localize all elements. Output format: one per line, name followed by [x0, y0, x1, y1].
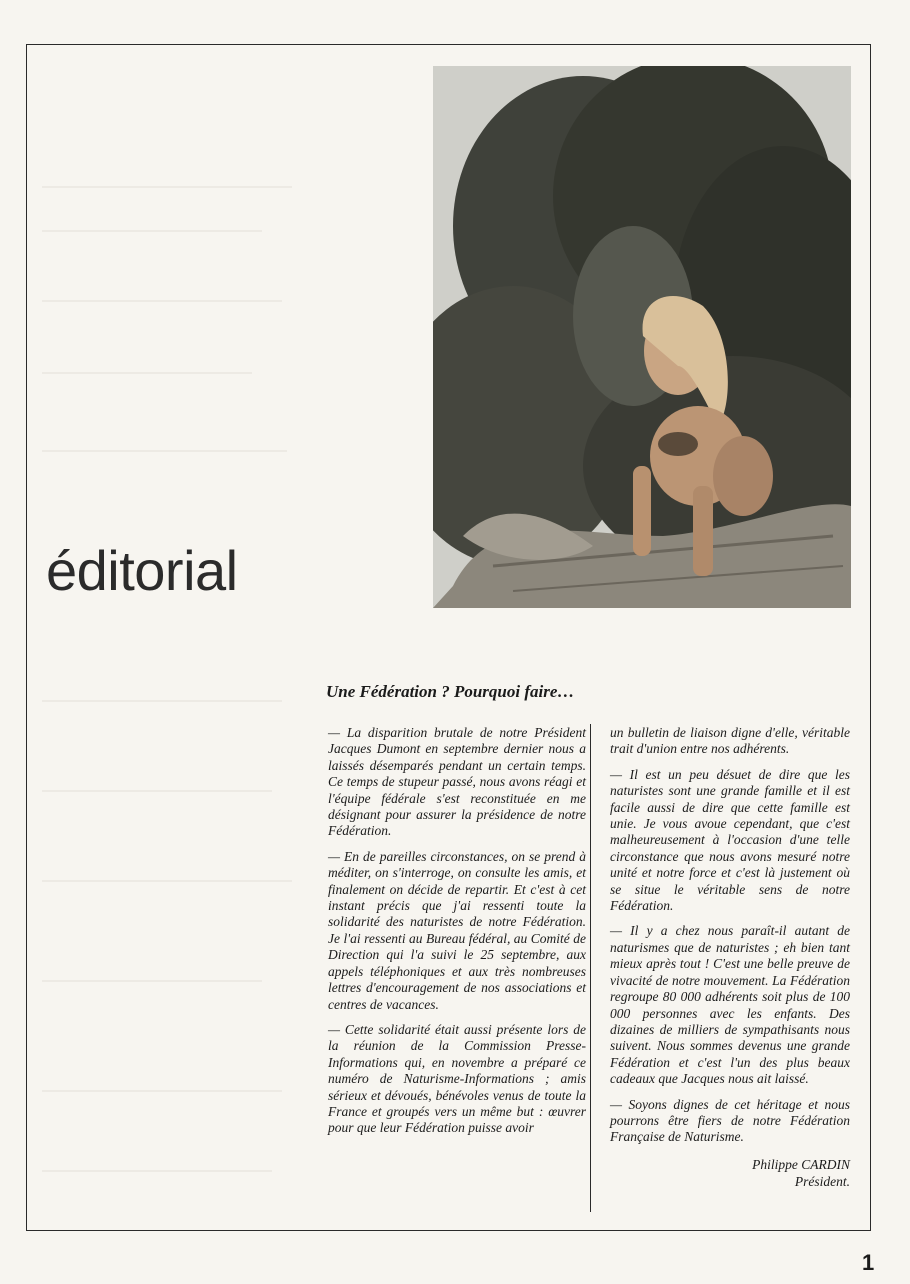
paragraph: — Cette solidarité était aussi présente lors de la réunion de la Commission Presse-Informations qui, en novembre a préparé ce numéro de Naturisme-Informations ; amis sérieux et dévoués, bénévoles venus de toute la France et groupés vers un même but : œuvrer pour que leur Fédération puisse avoir	[328, 1021, 586, 1136]
cover-photo	[433, 66, 851, 608]
article-headline: Une Fédération ? Pourquoi faire…	[326, 682, 575, 701]
page-number: 1	[862, 1250, 875, 1275]
signature-name: Philippe CARDIN	[752, 1156, 850, 1172]
paragraph: — Soyons dignes de cet héritage et nous pourrons être fiers de notre Fédération Française de Naturisme.	[610, 1096, 850, 1145]
paragraph: — En de pareilles circonstances, on se prend à méditer, on s'interroge, on consulte les amis, et finalement on décide de repartir. Et c'est à cet instant précis que j'ai ressenti toute la solidarité des naturistes de notre Fédération. Je l'ai ressenti au Bureau fédéral, au Comité de Direction qui l'a suivi le 25 septembre, aux appels téléphoniques et aux très nombreuses lettres d'encouragement de nos associations et centres de vacances.	[328, 848, 586, 1012]
signature-role: Président.	[794, 1173, 850, 1189]
signature	[610, 1156, 850, 1190]
paragraph: un bulletin de liaison digne d'elle, véritable trait d'union entre nos adhérents.	[610, 725, 850, 757]
article-column-right	[610, 725, 850, 1190]
photo-illustration	[433, 66, 851, 608]
paragraph: — Il y a chez nous paraît-il autant de naturismes que de naturistes ; eh bien tant mieux après tout ! C'est une belle preuve de vivacité de notre mouvement. La Fédération regroupe 80 000 adhérents soit plus de 100 000 personnes avec les enfants. Des dizaines de milliers de sympathisants nous suivent. Nous sommes devenus une grande Fédération et c'est l'un des plus beaux cadeaux que Jacques nous ait laissé.	[610, 923, 850, 1087]
column-divider	[590, 724, 591, 1212]
section-title: éditorial	[46, 539, 238, 602]
paragraph: — Il est un peu désuet de dire que les naturistes sont une grande famille et il est facile aussi de dire que cette famille est unie. Je vous avoue cependant, que c'est malheureusement à l'occasion d'une telle circonstance que nous avons mesuré notre unité et notre force et c'est là justement où se situe le véritable sens de notre Fédération.	[610, 766, 850, 914]
paragraph: — La disparition brutale de notre Président Jacques Dumont en septembre dernier nous a laissés désemparés pendant un certain temps. Ce temps de stupeur passé, nous avons réagi et l'équipe fédérale s'est reconstituée en me désignant pour assurer la présidence de notre Fédération.	[328, 725, 586, 839]
article-column-left	[328, 725, 586, 1146]
